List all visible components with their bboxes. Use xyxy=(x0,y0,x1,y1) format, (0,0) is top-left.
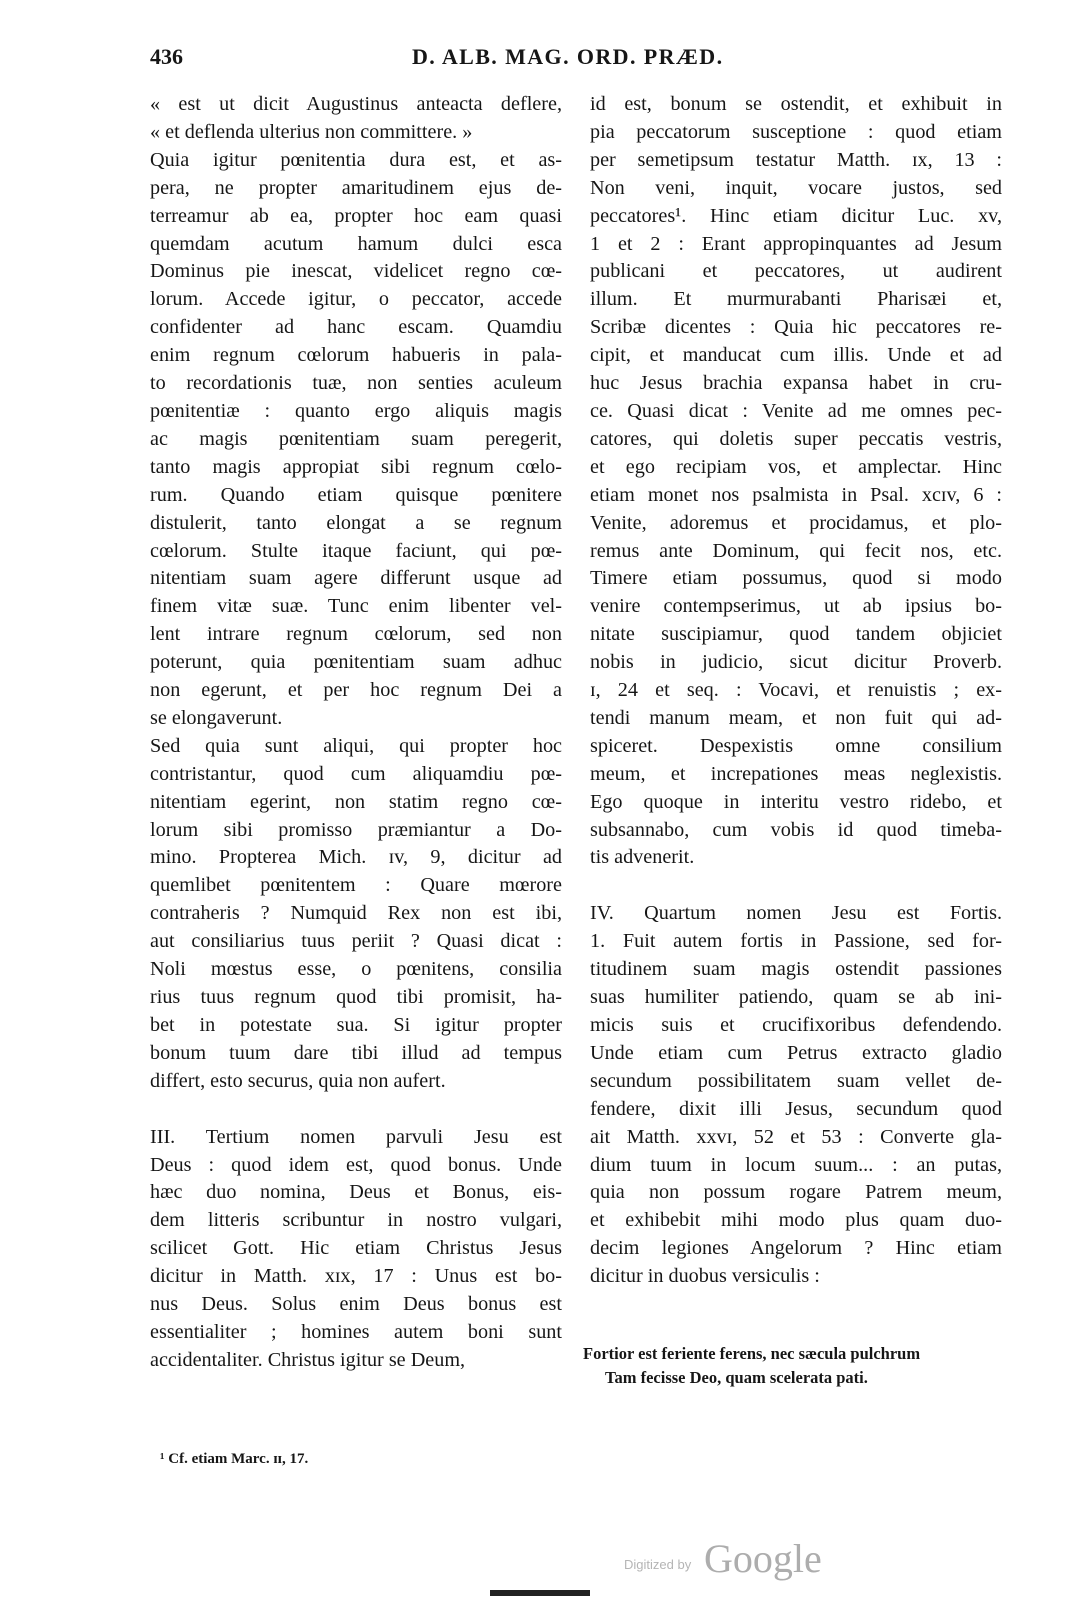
text-line: nitentiam suam agere differunt usque ad xyxy=(150,567,562,590)
text-line: decim legiones Angelorum ? Hinc etiam xyxy=(590,1237,1002,1260)
text-line: et exhibebit mihi modo plus quam duo- xyxy=(590,1209,1002,1232)
text-line: differt, esto securus, quia non aufert. xyxy=(150,1069,446,1092)
text-line: fendere, dixit illi Jesus, secundum quod xyxy=(590,1097,1002,1120)
verse-line: Tam fecisse Deo, quam scelerata pati. xyxy=(605,1368,868,1387)
text-line: mino. Propterea Mich. ɪv, 9, dicitur ad xyxy=(150,846,562,869)
text-line: nitentiam egerint, non statim regno cœ- xyxy=(150,790,562,813)
text-line: terreamur ab ea, propter hoc eam quasi xyxy=(150,204,562,227)
text-line: cœlorum. Stulte itaque faciunt, qui pœ- xyxy=(150,539,562,562)
text-line: ac magis pœnitentiam suam peregerit, xyxy=(150,427,562,450)
text-line: distulerit, tanto elongat a se regnum xyxy=(150,511,562,534)
text-line: rius tuus regnum quod tibi promisit, ha- xyxy=(150,986,562,1008)
text-line: pia peccatorum susceptione : quod etiam xyxy=(590,120,1002,143)
text-line: nitate suscipiamur, quod tandem objiciet xyxy=(590,623,1002,646)
text-line: huc Jesus brachia expansa habet in cru- xyxy=(590,372,1002,395)
text-line: bonum tuum dare tibi illud ad tempus xyxy=(150,1041,562,1064)
text-line: publicani et peccatores, ut audirent xyxy=(590,260,1002,283)
text-line: meum, et increpationes meas neglexistis. xyxy=(590,762,1002,785)
text-line: nobis in judicio, sicut dicitur Proverb. xyxy=(590,651,1002,674)
text-line: bet in potestate sua. Si igitur propter xyxy=(150,1013,562,1036)
section-gap xyxy=(150,1096,562,1124)
paragraph xyxy=(150,733,562,1096)
text-line: nus Deus. Solus enim Deus bonus est xyxy=(150,1293,562,1316)
text-line: accidentaliter. Christus igitur se Deum, xyxy=(150,1348,466,1371)
bottom-rule xyxy=(490,1590,590,1596)
text-line: etiam monet nos psalmista in Psal. xcɪv, 6 : xyxy=(590,483,1002,506)
paragraph xyxy=(590,91,1002,872)
text-line: cipit, et manducat cum illis. Unde et ad xyxy=(590,344,1002,367)
text-line: tis advenerit. xyxy=(590,846,695,869)
text-line: Sed quia sunt aliqui, qui propter hoc xyxy=(150,734,562,757)
text-line: titudinem suam magis ostendit passiones xyxy=(590,958,1002,981)
verse-line: Fortior est feriente ferens, nec sæcula pulchrum xyxy=(583,1344,921,1363)
text-line: secundum possibilitatem suam vellet de- xyxy=(590,1069,1002,1092)
text-line: poterunt, quia pœnitentiam suam adhuc xyxy=(150,651,562,674)
text-line: remus ante Dominum, qui fecit nos, etc. xyxy=(590,539,1002,562)
footnote: ¹ Cf. etiam Marc. ɪɪ, 17. xyxy=(160,1451,309,1467)
text-line: pera, ne propter amaritudinem ejus de- xyxy=(150,176,562,199)
text-line: venire contempserimus, ut ab ipsius bo- xyxy=(590,595,1002,618)
text-line: pœnitentiæ : quanto ergo aliquis magis xyxy=(150,399,562,422)
text-line: scilicet Gott. Hic etiam Christus Jesus xyxy=(150,1237,562,1260)
page-header xyxy=(150,44,1000,78)
text-line: peccatores¹. Hinc etiam dicitur Luc. xv, xyxy=(590,204,1002,227)
verse-couplet xyxy=(583,1342,1013,1390)
text-line: « et deflenda ulterius non committere. » xyxy=(150,120,473,143)
google-logo: Google xyxy=(704,1536,822,1581)
text-line: dem litteris scribuntur in nostro vulgari, xyxy=(150,1209,562,1232)
section-gap xyxy=(590,872,1002,900)
text-line: catores, qui doletis super peccatis vestris, xyxy=(590,427,1002,450)
text-line: Timere etiam possumus, quod si modo xyxy=(590,567,1002,590)
text-line: enim regnum cœlorum habueris in pala- xyxy=(150,344,562,367)
text-line: rum. Quando etiam quisque pœnitere xyxy=(150,483,562,506)
text-line: tanto magis appropiat sibi regnum cœlo- xyxy=(150,455,562,478)
text-line: Dominus pie inescat, videlicet regno cœ- xyxy=(150,260,562,283)
text-line: Deus : quod idem est, quod bonus. Unde xyxy=(150,1153,562,1176)
text-line: essentialiter ; homines autem boni sunt xyxy=(150,1320,562,1343)
text-line: IV. Quartum nomen Jesu est Fortis. xyxy=(590,902,1002,925)
text-line: quemlibet pœnitentem : Quare mœrore xyxy=(150,874,562,897)
text-line: aut consiliarius tuus periit ? Quasi dicat : xyxy=(150,930,562,953)
text-line: se elongaverunt. xyxy=(150,706,283,729)
text-line: to recordationis tuæ, non senties aculeum xyxy=(150,372,562,395)
text-line: subsannabo, cum vobis id quod timeba- xyxy=(590,818,1002,841)
text-line: hæc duo nomina, Deus et Bonus, eis- xyxy=(150,1181,562,1204)
text-line: lent intrare regnum cœlorum, sed non xyxy=(150,623,562,646)
text-line: 1. Fuit autem fortis in Passione, sed for- xyxy=(590,930,1002,953)
text-line: ɪ, 24 et seq. : Vocavi, et renuistis ; ex- xyxy=(590,679,1002,702)
text-line: ait Matth. xxvɪ, 52 et 53 : Converte gla- xyxy=(590,1125,1002,1148)
text-line: et ego recipiam vos, et amplectar. Hinc xyxy=(590,455,1002,478)
text-line: Unde etiam cum Petrus extracto gladio xyxy=(590,1041,1002,1064)
text-line: micis suis et crucifixoribus defendendo. xyxy=(590,1014,1002,1036)
text-line: Quia igitur pœnitentia dura est, et as- xyxy=(150,148,562,171)
text-line: per semetipsum testatur Matth. ɪx, 13 : xyxy=(590,148,1002,171)
paragraph xyxy=(590,900,1002,1291)
text-line: dicitur in Matth. xɪx, 17 : Unus est bo- xyxy=(150,1265,562,1288)
text-line: spiceret. Despexistis omne consilium xyxy=(590,734,1002,757)
left-column xyxy=(150,91,562,1375)
text-line: non egerunt, et per hoc regnum Dei a xyxy=(150,679,562,702)
page-number: 436 xyxy=(150,44,183,69)
text-line: Venite, adoremus et procidamus, et plo- xyxy=(590,511,1002,534)
paragraph xyxy=(150,1124,562,1375)
text-line: suas humiliter patiendo, quam se ab ini- xyxy=(590,986,1002,1009)
right-column xyxy=(590,91,1002,1291)
paragraph xyxy=(150,91,562,147)
running-title: D. ALB. MAG. ORD. PRÆD. xyxy=(412,44,724,69)
text-line: « est ut dicit Augustinus anteacta deflere, xyxy=(150,93,562,115)
text-line: tendi manum meam, et non fuit qui ad- xyxy=(590,706,1002,729)
text-line: III. Tertium nomen parvuli Jesu est xyxy=(150,1125,562,1148)
digitized-watermark xyxy=(624,1535,844,1585)
text-line: lorum sibi promisso præmiantur a Do- xyxy=(150,818,562,841)
text-line: illum. Et murmurabanti Pharisæi et, xyxy=(590,288,1002,311)
text-line: contristantur, quod cum aliquamdiu pœ- xyxy=(150,762,562,785)
text-line: dium tuum in locum suum... : an putas, xyxy=(590,1153,1002,1176)
text-line: finem vitæ suæ. Tunc enim libenter vel- xyxy=(150,595,562,618)
text-line: id est, bonum se ostendit, et exhibuit in xyxy=(590,93,1002,115)
text-line: contraheris ? Numquid Rex non est ibi, xyxy=(150,902,562,925)
text-line: Noli mœstus esse, o pœnitens, consilia xyxy=(150,958,562,981)
text-line: quia non possum rogare Patrem meum, xyxy=(590,1181,1002,1204)
text-line: 1 et 2 : Erant appropinquantes ad Jesum xyxy=(590,232,1002,255)
text-line: Scribæ dicentes : Quia hic peccatores re- xyxy=(590,316,1002,339)
text-line: Non veni, inquit, vocare justos, sed xyxy=(590,176,1002,199)
watermark-small-text: Digitized by xyxy=(624,1557,692,1572)
paragraph xyxy=(150,147,562,733)
text-line: Ego quoque in interitu vestro ridebo, et xyxy=(590,790,1002,813)
text-line: dicitur in duobus versiculis : xyxy=(590,1265,820,1288)
text-line: ce. Quasi dicat : Venite ad me omnes pec- xyxy=(590,399,1002,422)
text-line: confidenter ad hanc escam. Quamdiu xyxy=(150,316,562,339)
text-line: quemdam acutum hamum dulci esca xyxy=(150,232,562,255)
text-line: lorum. Accede igitur, o peccator, accede xyxy=(150,288,562,311)
